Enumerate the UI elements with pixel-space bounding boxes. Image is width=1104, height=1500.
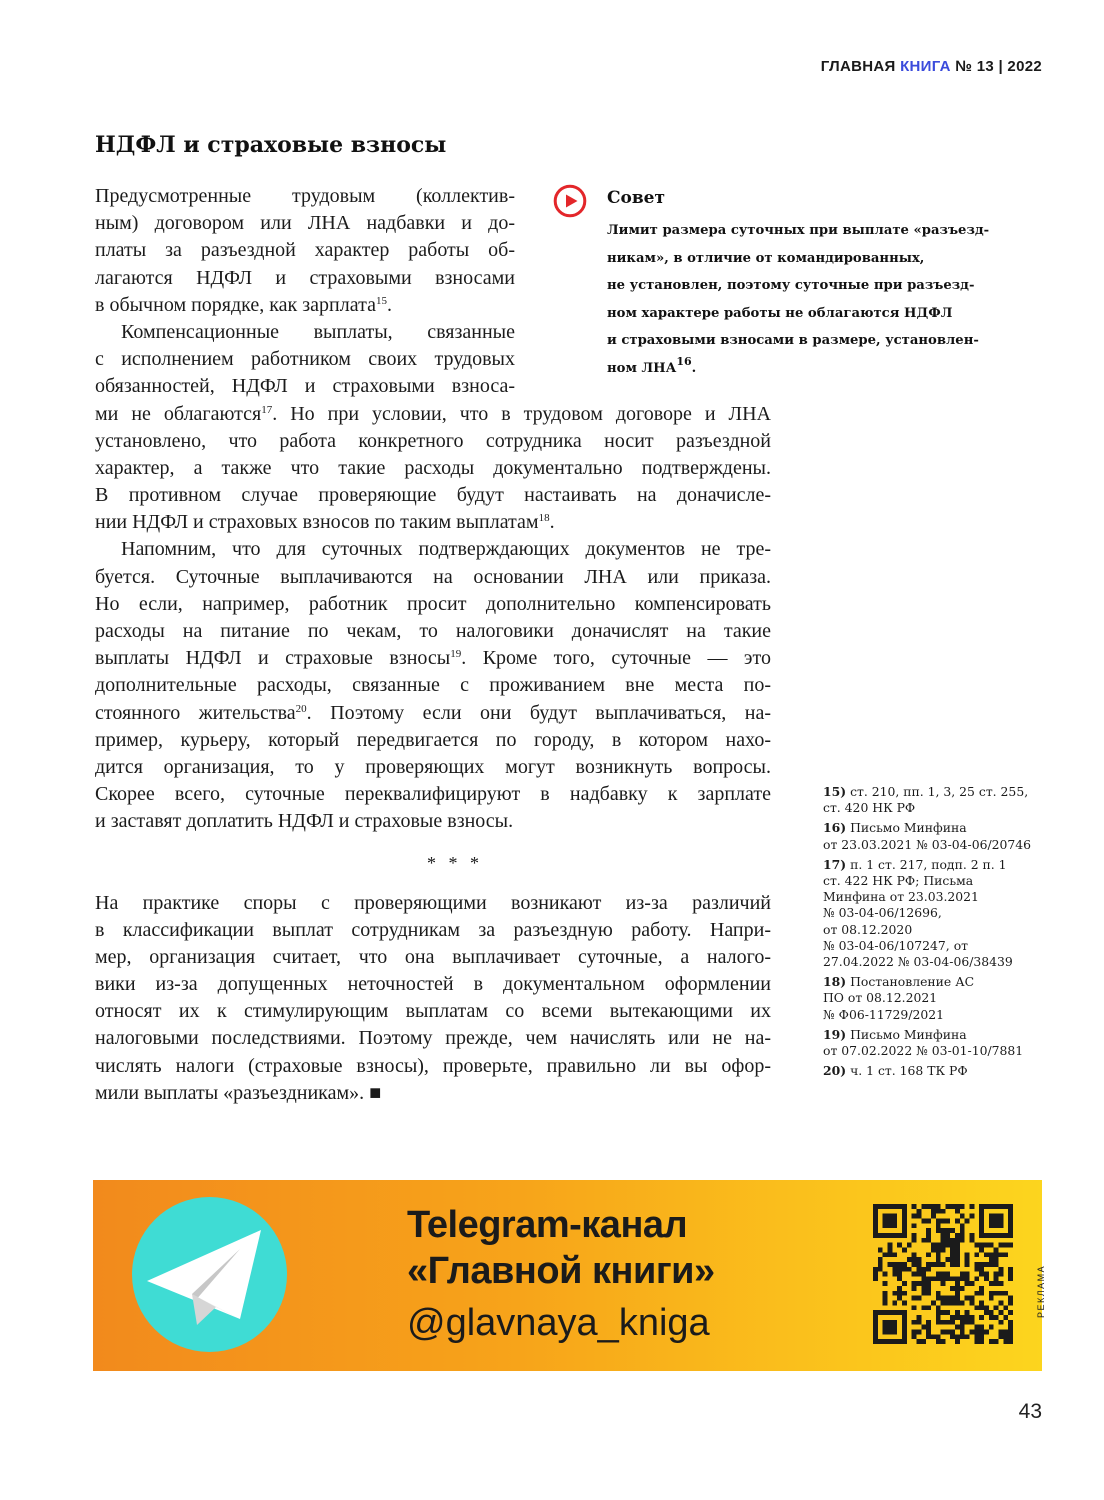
text-fragment: . — [549, 511, 555, 534]
footnote-line: № Ф06-11729/2021 — [823, 1006, 945, 1022]
text-line — [95, 1080, 785, 1107]
footnote-line — [823, 820, 1063, 836]
banner-line2: «Главной книги» — [407, 1250, 715, 1292]
footnote-number: 17) — [823, 856, 847, 872]
footnote-text: Постановление АС — [850, 974, 975, 990]
text-line: Предусмотренные трудовым (коллектив- — [95, 185, 515, 207]
footnote — [823, 1063, 1063, 1079]
text-fragment: в обычном порядке, как зарплата — [95, 293, 376, 316]
text-fragment: . Поэтому если они будут выплачиваться, на- — [306, 701, 771, 724]
article-body — [95, 183, 785, 1107]
text-line: мер, организация считает, что она выплачивает суточные, а налого- — [95, 945, 771, 968]
text-line — [95, 645, 771, 672]
footnote — [823, 820, 1063, 852]
footnote-ref: 15 — [375, 294, 387, 307]
footnote — [823, 1027, 1063, 1059]
brand-part1: ГЛАВНАЯ — [820, 58, 896, 75]
text-line: пример, курьеру, который передвигается по городу, в котором нахо- — [95, 728, 771, 751]
footnote-line: ПО от 08.12.2021 — [823, 990, 938, 1006]
text-line: с исполнением работником своих трудовых — [95, 348, 515, 371]
end-mark: ■ — [369, 1081, 382, 1104]
text-line — [95, 509, 785, 536]
text-line: обязанностей, НДФЛ и страховыми взноса- — [95, 375, 515, 398]
footnote-number: 19) — [823, 1026, 847, 1042]
footnote-text: Письмо Минфина — [850, 820, 967, 836]
text-fragment: . Но при условии, что в трудовом договоре и ЛНА — [272, 402, 771, 425]
tip-line: не установлен, поэтому суточные при разъезд- — [607, 278, 975, 293]
footnote-line: Минфина от 23.03.2021 — [823, 889, 979, 905]
tip-title: Совет — [607, 188, 666, 208]
text-line: Но если, например, работник просит дополнительно компенсировать — [95, 592, 771, 615]
tip-line: ном характере работы не облагаются НДФЛ — [607, 305, 953, 321]
text-line: характер, а также что такие расходы документально подтверждены. — [95, 456, 771, 479]
telegram-icon — [132, 1197, 287, 1352]
footnote-line: от 08.12.2020 — [823, 921, 913, 937]
text-fragment: мили выплаты «разъездникам». — [95, 1081, 365, 1104]
footnote-text: ч. 1 ст. 168 ТК РФ — [850, 1063, 968, 1079]
tip-line: ном ЛНА — [607, 360, 677, 376]
footnote-ref: 20 — [295, 702, 307, 715]
text-line: Компенсационные выплаты, связанные — [121, 320, 515, 343]
text-line: в классификации выплат сотрудникам за разъездную работу. Напри- — [95, 918, 771, 941]
text-line — [95, 700, 771, 727]
tip-end: . — [691, 360, 697, 376]
footnote-number: 20) — [823, 1063, 847, 1079]
text-fragment: . Кроме того, суточные — это — [461, 647, 771, 670]
running-header — [821, 58, 1042, 75]
telegram-logo — [132, 1197, 287, 1352]
text-fragment: выплаты НДФЛ и страховые взносы — [95, 647, 451, 670]
footnote-line: от 23.03.2021 № 03-04-06/20746 — [823, 836, 1032, 852]
section-title: НДФЛ и страховые взносы — [95, 132, 447, 158]
footnote-line: ст. 420 НК РФ — [823, 800, 916, 816]
footnote-line — [823, 1063, 1063, 1079]
text-line: Напомним, что для суточных подтверждающих документов не тре- — [121, 538, 771, 561]
footnote-ref: 18 — [538, 512, 550, 525]
text-fragment: ми не облагаются — [95, 402, 262, 425]
telegram-handle-link[interactable]: @glavnaya_kniga — [407, 1302, 710, 1344]
advert-label: РЕКЛАМА — [1036, 1264, 1046, 1318]
footnote — [823, 857, 1063, 970]
footnote-line — [823, 974, 1063, 990]
brand-part2: КНИГА — [900, 58, 951, 75]
footnote-line: № 03-04-06/107247, от — [823, 937, 969, 953]
footnote-text: ст. 210, пп. 1, 3, 25 ст. 255, — [850, 784, 1029, 799]
text-line: установлено, что работа конкретного сотрудника носит разъездной — [95, 429, 771, 452]
footnote-ref: 16 — [676, 354, 692, 368]
banner-line1: Telegram-канал — [407, 1204, 688, 1246]
footnote-ref: 17 — [261, 403, 273, 416]
text-line: числять налоги (страховые взносы), проверьте, правильно ли вы офор- — [95, 1054, 771, 1077]
footnote-number: 15) — [823, 784, 847, 799]
footnote-line: от 07.02.2022 № 03-01-10/7881 — [823, 1043, 1024, 1059]
text-line — [95, 292, 785, 319]
text-line: В противном случае проверяющие будут настаивать на доначисле- — [95, 484, 771, 507]
footnote-line: ст. 422 НК РФ; Письма — [823, 873, 974, 889]
text-line: платы за разъездной характер работы об- — [95, 239, 515, 262]
issue-number: № 13 | 2022 — [955, 58, 1042, 75]
tip-line: никам», в отличие от командированных, — [607, 250, 925, 266]
footnote — [823, 784, 1063, 816]
footnote-number: 18) — [823, 974, 847, 990]
text-line: налоговыми последствиями. Поэтому прежде, чем начислять или не на- — [95, 1027, 771, 1050]
text-line: ным) договором или ЛНА надбавки и до- — [95, 212, 515, 235]
footnote-line — [823, 784, 1063, 800]
section-separator: * * * — [427, 852, 483, 873]
page-number: 43 — [1018, 1400, 1042, 1423]
text-line: дится организация, то у проверяющих могут возникнуть вопросы. — [95, 755, 771, 778]
footnote — [823, 974, 1063, 1023]
tip-line: и страховыми взносами в размере, установлен- — [607, 333, 979, 348]
footnote-line — [823, 857, 1063, 873]
text-fragment: нии НДФЛ и страховых взносов по таким выплатам — [95, 511, 539, 534]
text-line: лагаются НДФЛ и страховыми взносами — [95, 266, 515, 289]
text-fragment: стоянного жительства — [95, 701, 296, 724]
footnote-text: п. 1 ст. 217, подп. 2 п. 1 — [850, 856, 1007, 872]
footnote-line: 27.04.2022 № 03-04-06/38439 — [823, 954, 1013, 970]
banner-text — [407, 1202, 715, 1350]
text-line: и заставят доплатить НДФЛ и страховые взносы. — [95, 810, 514, 833]
text-line: относят их к стимулирующим выплатам со всеми вытекающими их — [95, 1000, 771, 1023]
footnote-ref: 19 — [450, 648, 462, 661]
text-line: расходы на питание по чекам, то налоговики доначислят на такие — [95, 620, 771, 642]
qr-code-icon[interactable] — [873, 1204, 1013, 1344]
footnote-number: 16) — [823, 820, 847, 836]
footnotes — [823, 784, 1063, 1083]
text-line — [95, 401, 771, 428]
footnote-text: Письмо Минфина — [850, 1026, 967, 1042]
text-line: буется. Суточные выплачиваются на основании ЛНА или приказа. — [95, 565, 771, 588]
tip-line: Лимит размера суточных при выплате «разъезд- — [607, 223, 990, 238]
text-fragment: . — [386, 293, 392, 316]
text-line: Скорее всего, суточные переквалифицируют в надбавку к зарплате — [95, 783, 771, 806]
telegram-banner[interactable] — [93, 1180, 1042, 1371]
text-line: вики из-за допущенных неточностей в документальном оформлении — [95, 973, 771, 996]
footnote-line: № 03-04-06/12696, — [823, 905, 942, 921]
text-line: На практике споры с проверяющими возникают из-за различий — [95, 891, 771, 914]
footnote-line — [823, 1027, 1063, 1043]
text-line: дополнительные расходы, связанные с проживанием вне места по- — [95, 674, 771, 697]
